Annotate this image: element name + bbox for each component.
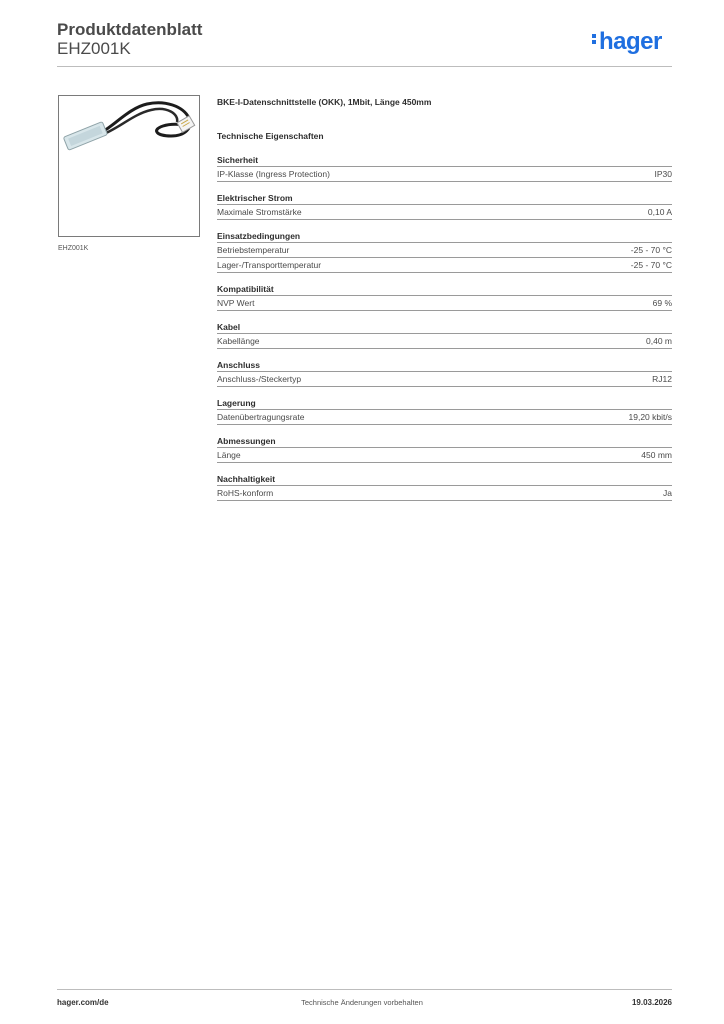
- spec-label: Betriebstemperatur: [217, 245, 290, 255]
- spec-label: Länge: [217, 450, 241, 460]
- section-title: Elektrischer Strom: [217, 192, 672, 205]
- spec-value: RJ12: [652, 374, 672, 384]
- product-image: [58, 95, 200, 237]
- spec-content: [217, 96, 672, 511]
- section-title: Anschluss: [217, 359, 672, 372]
- spec-row: [217, 448, 672, 463]
- image-caption: EHZ001K: [58, 245, 89, 252]
- spec-label: Lager-/Transporttemperatur: [217, 260, 322, 270]
- properties-heading: Technische Eigenschaften: [217, 131, 324, 141]
- spec-label: IP-Klasse (Ingress Protection): [217, 169, 330, 179]
- spec-row: [217, 205, 672, 220]
- spec-section: [217, 435, 672, 463]
- spec-label: Datenübertragungsrate: [217, 412, 305, 422]
- spec-value: Ja: [663, 488, 672, 498]
- spec-section: [217, 397, 672, 425]
- spec-label: Maximale Stromstärke: [217, 207, 302, 217]
- spec-section: [217, 230, 672, 273]
- spec-row: [217, 410, 672, 425]
- footer-divider: [57, 989, 672, 990]
- spec-section: [217, 359, 672, 387]
- header-divider: [57, 66, 672, 67]
- spec-value: 450 mm: [641, 450, 672, 460]
- cable-product-icon: [59, 96, 199, 236]
- logo-dots-icon: [592, 32, 597, 46]
- section-title: Kabel: [217, 321, 672, 334]
- section-title: Lagerung: [217, 397, 672, 410]
- spec-value: -25 - 70 °C: [630, 260, 672, 270]
- spec-section: [217, 154, 672, 182]
- spec-section: [217, 473, 672, 501]
- section-title: Sicherheit: [217, 154, 672, 167]
- spec-section: [217, 192, 672, 220]
- spec-row: [217, 258, 672, 273]
- spec-row: [217, 296, 672, 311]
- hager-logo: [592, 28, 662, 56]
- spec-section: [217, 321, 672, 349]
- product-description: BKE-I-Datenschnittstelle (OKK), 1Mbit, Länge 450mm: [217, 97, 432, 107]
- spec-label: NVP Wert: [217, 298, 255, 308]
- section-title: Nachhaltigkeit: [217, 473, 672, 486]
- section-title: Kompatibilität: [217, 283, 672, 296]
- spec-value: 0,10 A: [647, 207, 672, 217]
- spec-row: [217, 167, 672, 182]
- footer-notice: Technische Änderungen vorbehalten: [301, 998, 423, 1007]
- spec-label: Kabellänge: [217, 336, 260, 346]
- spec-label: RoHS-konform: [217, 488, 274, 498]
- footer-date: 19.03.2026: [631, 998, 672, 1007]
- spec-value: 69 %: [652, 298, 672, 308]
- section-title: Abmessungen: [217, 435, 672, 448]
- logo-text: hager: [599, 28, 662, 55]
- spec-value: IP30: [654, 169, 672, 179]
- section-title: Einsatzbedingungen: [217, 230, 672, 243]
- footer-website: hager.com/de: [57, 998, 109, 1007]
- spec-section: [217, 283, 672, 311]
- product-code: EHZ001K: [57, 39, 131, 58]
- spec-label: Anschluss-/Steckertyp: [217, 374, 302, 384]
- spec-row: [217, 372, 672, 387]
- spec-row: [217, 334, 672, 349]
- page-title: Produktdatenblatt: [57, 20, 203, 39]
- spec-value: 19,20 kbit/s: [628, 412, 672, 422]
- spec-value: 0,40 m: [646, 336, 672, 346]
- spec-row: [217, 243, 672, 258]
- spec-row: [217, 486, 672, 501]
- spec-sections: [217, 154, 672, 501]
- spec-value: -25 - 70 °C: [630, 245, 672, 255]
